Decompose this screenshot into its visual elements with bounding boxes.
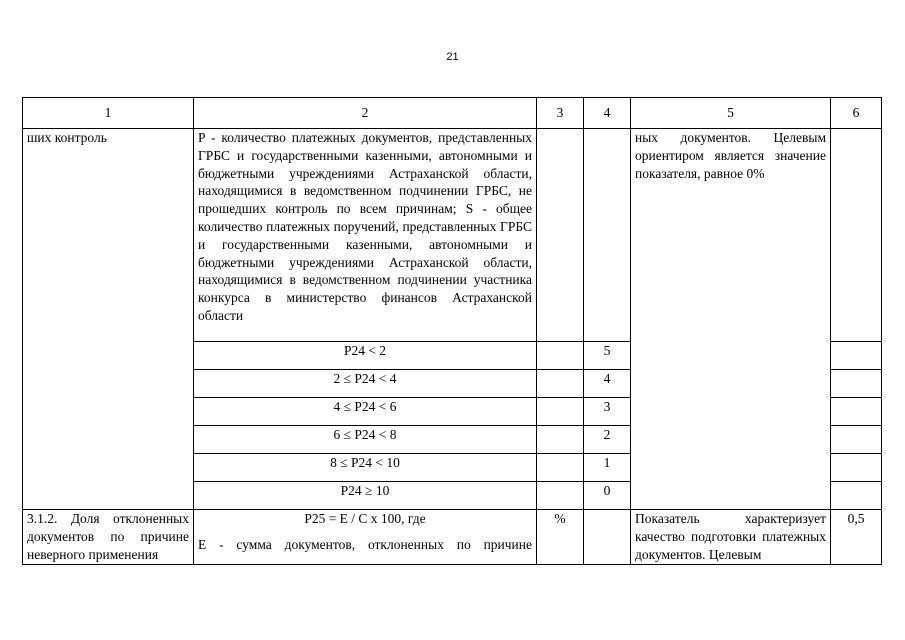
indicator-comment-cell: Показатель характеризует качество подготовки платежных документов. Целевым: [631, 510, 831, 565]
header-col-3: 3: [537, 98, 584, 129]
formula-description-cell: [194, 510, 537, 565]
points-cell: [584, 129, 631, 342]
page-number: 21: [446, 51, 459, 63]
table-row: [23, 510, 882, 565]
formula-description-cell: P - количество платежных документов, представленных ГРБС и государственными казенными, автономными и бюджетными учреждениями Астраханской области, находящимися в ведомственном подчинении ГРБС, не прошедших контроль по всем причинам; S - общее количество платежных поручений, представленных ГРБС и государственными казенными, автономными и бюджетными учреждениями Астраханской области, находящимися в ведомственном подчинении участника конкурса в министерство финансов Астраханской области: [194, 129, 537, 342]
scale-points: 0: [584, 482, 631, 510]
scale-points: 5: [584, 342, 631, 370]
scale-unit-empty: [537, 426, 584, 454]
formula-definition: E - сумма документов, отклоненных по причине: [198, 536, 532, 552]
unit-cell: %: [537, 510, 584, 565]
header-col-1: 1: [23, 98, 194, 129]
indicator-comment-cell: ных документов. Целевым ориентиром является значение показателя, равное 0%: [631, 129, 831, 510]
header-col-4: 4: [584, 98, 631, 129]
scale-unit-empty: [537, 398, 584, 426]
header-col-6: 6: [831, 98, 882, 129]
points-cell: [584, 510, 631, 565]
scale-unit-empty: [537, 482, 584, 510]
scale-points: 1: [584, 454, 631, 482]
scale-condition: 4 ≤ P24 < 6: [194, 398, 537, 426]
scale-condition: P24 ≥ 10: [194, 482, 537, 510]
scale-condition: 2 ≤ P24 < 4: [194, 370, 537, 398]
table-header-row: [23, 98, 882, 129]
scale-points: 2: [584, 426, 631, 454]
weight-cell: 0,5: [831, 510, 882, 565]
scale-weight-empty: [831, 370, 882, 398]
formula-spacer: [198, 528, 532, 536]
scale-points: 4: [584, 370, 631, 398]
scale-weight-empty: [831, 398, 882, 426]
scale-unit-empty: [537, 370, 584, 398]
scale-condition: 8 ≤ P24 < 10: [194, 454, 537, 482]
scale-unit-empty: [537, 342, 584, 370]
table-row: [23, 129, 882, 342]
scale-weight-empty: [831, 482, 882, 510]
scale-weight-empty: [831, 454, 882, 482]
indicator-table: [22, 97, 882, 565]
scale-unit-empty: [537, 454, 584, 482]
header-col-5: 5: [631, 98, 831, 129]
header-col-2: 2: [194, 98, 537, 129]
scale-condition: P24 < 2: [194, 342, 537, 370]
scale-condition: 6 ≤ P24 < 8: [194, 426, 537, 454]
formula-line: P25 = E / C x 100, где: [304, 511, 426, 526]
scale-weight-empty: [831, 342, 882, 370]
indicator-name-cell: ших контроль: [23, 129, 194, 510]
indicator-name-cell: 3.1.2. Доля отклоненных документов по причине неверного применения: [23, 510, 194, 565]
unit-cell: [537, 129, 584, 342]
scale-points: 3: [584, 398, 631, 426]
weight-cell: [831, 129, 882, 342]
scale-weight-empty: [831, 426, 882, 454]
